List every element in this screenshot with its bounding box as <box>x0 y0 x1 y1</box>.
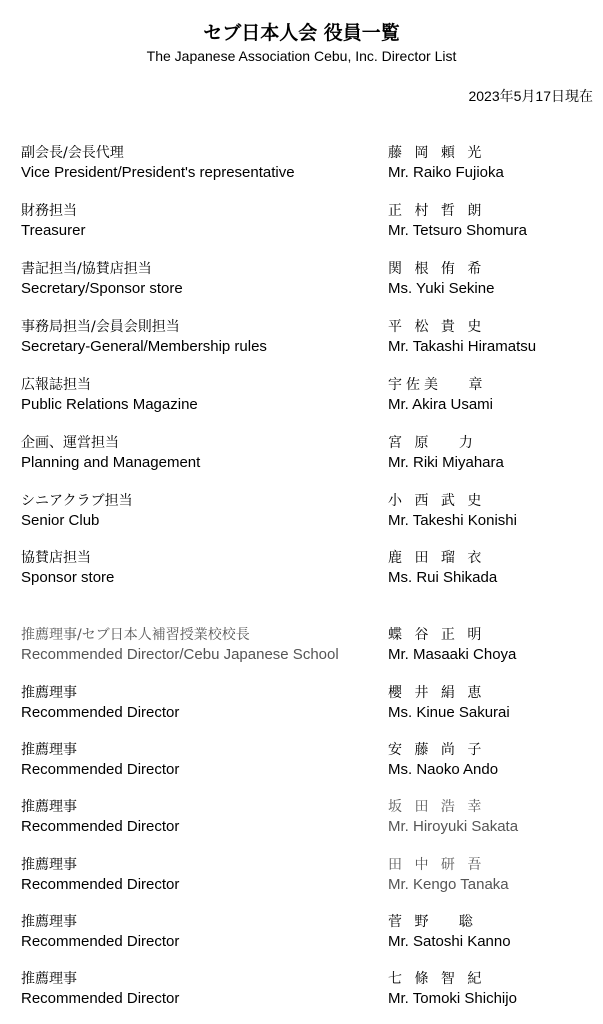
role-jp: 推薦理事 <box>21 857 77 873</box>
director-row-sponsor-store <box>0 549 603 589</box>
name-jp: 関 根 侑 希 <box>388 261 486 277</box>
name-en: Mr. Hiroyuki Sakata <box>388 818 519 835</box>
role-en: Public Relations Magazine <box>21 396 198 413</box>
name-en: Ms. Yuki Sekine <box>388 280 495 297</box>
name-en: Mr. Satoshi Kanno <box>388 933 511 950</box>
name-en: Mr. Raiko Fujioka <box>388 164 504 181</box>
name-jp: 田 中 研 吾 <box>388 857 486 873</box>
role-en: Treasurer <box>21 222 86 239</box>
role-jp: 推薦理事/セブ日本人補習授業校校長 <box>21 627 250 643</box>
name-jp: 宇佐美 章 <box>388 377 487 393</box>
name-en: Mr. Riki Miyahara <box>388 454 504 471</box>
role-jp: 推薦理事 <box>21 685 77 701</box>
name-jp: 宮 原 力 <box>388 435 477 451</box>
name-jp: 蝶 谷 正 明 <box>388 627 486 643</box>
director-row-recommended-3 <box>0 798 603 838</box>
role-en: Planning and Management <box>21 454 201 471</box>
role-en: Recommended Director <box>21 876 180 893</box>
page-title: セブ日本人会 役員一覧 <box>203 22 400 44</box>
director-row-senior-club <box>0 492 603 532</box>
name-jp: 平 松 貴 史 <box>388 319 486 335</box>
name-jp: 安 藤 尚 子 <box>388 742 486 758</box>
role-jp: 財務担当 <box>21 203 77 219</box>
role-jp: シニアクラブ担当 <box>21 493 133 509</box>
role-jp: 企画、運営担当 <box>21 435 119 451</box>
name-en: Mr. Takeshi Konishi <box>388 512 517 529</box>
name-jp: 菅 野 聡 <box>388 914 477 930</box>
role-en: Secretary-General/Membership rules <box>21 338 267 355</box>
as-of-date: 2023年5月17日現在 <box>468 88 593 104</box>
director-row-recommended-4 <box>0 856 603 896</box>
director-row-school-principal <box>0 626 603 666</box>
role-en: Senior Club <box>21 512 100 529</box>
name-jp: 藤 岡 頼 光 <box>388 145 486 161</box>
role-en: Recommended Director <box>21 761 180 778</box>
director-row-secretary <box>0 260 603 300</box>
director-row-vice-president <box>0 144 603 184</box>
role-en: Sponsor store <box>21 569 115 586</box>
role-en: Recommended Director <box>21 990 180 1007</box>
name-en: Mr. Tetsuro Shomura <box>388 222 527 239</box>
role-en: Vice President/President's representative <box>21 164 295 181</box>
name-en: Mr. Akira Usami <box>388 396 494 413</box>
role-jp: 広報誌担当 <box>21 377 91 393</box>
director-row-public-relations <box>0 376 603 416</box>
role-en: Recommended Director <box>21 704 180 721</box>
name-jp: 坂 田 浩 幸 <box>388 799 486 815</box>
director-row-planning <box>0 434 603 474</box>
name-en: Ms. Naoko Ando <box>388 761 499 778</box>
name-en: Mr. Tomoki Shichijo <box>388 990 517 1007</box>
name-jp: 櫻 井 絹 恵 <box>388 685 486 701</box>
name-en: Mr. Takashi Hiramatsu <box>388 338 537 355</box>
role-en: Recommended Director <box>21 933 180 950</box>
director-row-recommended-2 <box>0 741 603 781</box>
director-row-recommended-1 <box>0 684 603 724</box>
role-jp: 書記担当/協賛店担当 <box>21 261 152 277</box>
director-row-secretary-general <box>0 318 603 358</box>
role-jp: 推薦理事 <box>21 742 77 758</box>
name-en: Mr. Kengo Tanaka <box>388 876 509 893</box>
name-en: Ms. Rui Shikada <box>388 569 498 586</box>
director-row-treasurer <box>0 202 603 242</box>
role-jp: 事務局担当/会員会則担当 <box>21 319 180 335</box>
name-jp: 鹿 田 瑠 衣 <box>388 550 486 566</box>
name-en: Mr. Masaaki Choya <box>388 646 517 663</box>
role-jp: 協賛店担当 <box>21 550 91 566</box>
role-jp: 推薦理事 <box>21 799 77 815</box>
name-jp: 小 西 武 史 <box>388 493 486 509</box>
name-jp: 七 條 智 紀 <box>388 971 486 987</box>
name-en: Ms. Kinue Sakurai <box>388 704 510 721</box>
role-en: Recommended Director/Cebu Japanese School <box>21 646 339 663</box>
page-subtitle: The Japanese Association Cebu, Inc. Director List <box>146 48 457 64</box>
role-en: Secretary/Sponsor store <box>21 280 183 297</box>
role-jp: 副会長/会長代理 <box>21 145 124 161</box>
name-jp: 正 村 哲 朗 <box>388 203 486 219</box>
role-en: Recommended Director <box>21 818 180 835</box>
role-jp: 推薦理事 <box>21 914 77 930</box>
role-jp: 推薦理事 <box>21 971 77 987</box>
director-row-recommended-5 <box>0 913 603 953</box>
director-row-recommended-6 <box>0 970 603 1010</box>
